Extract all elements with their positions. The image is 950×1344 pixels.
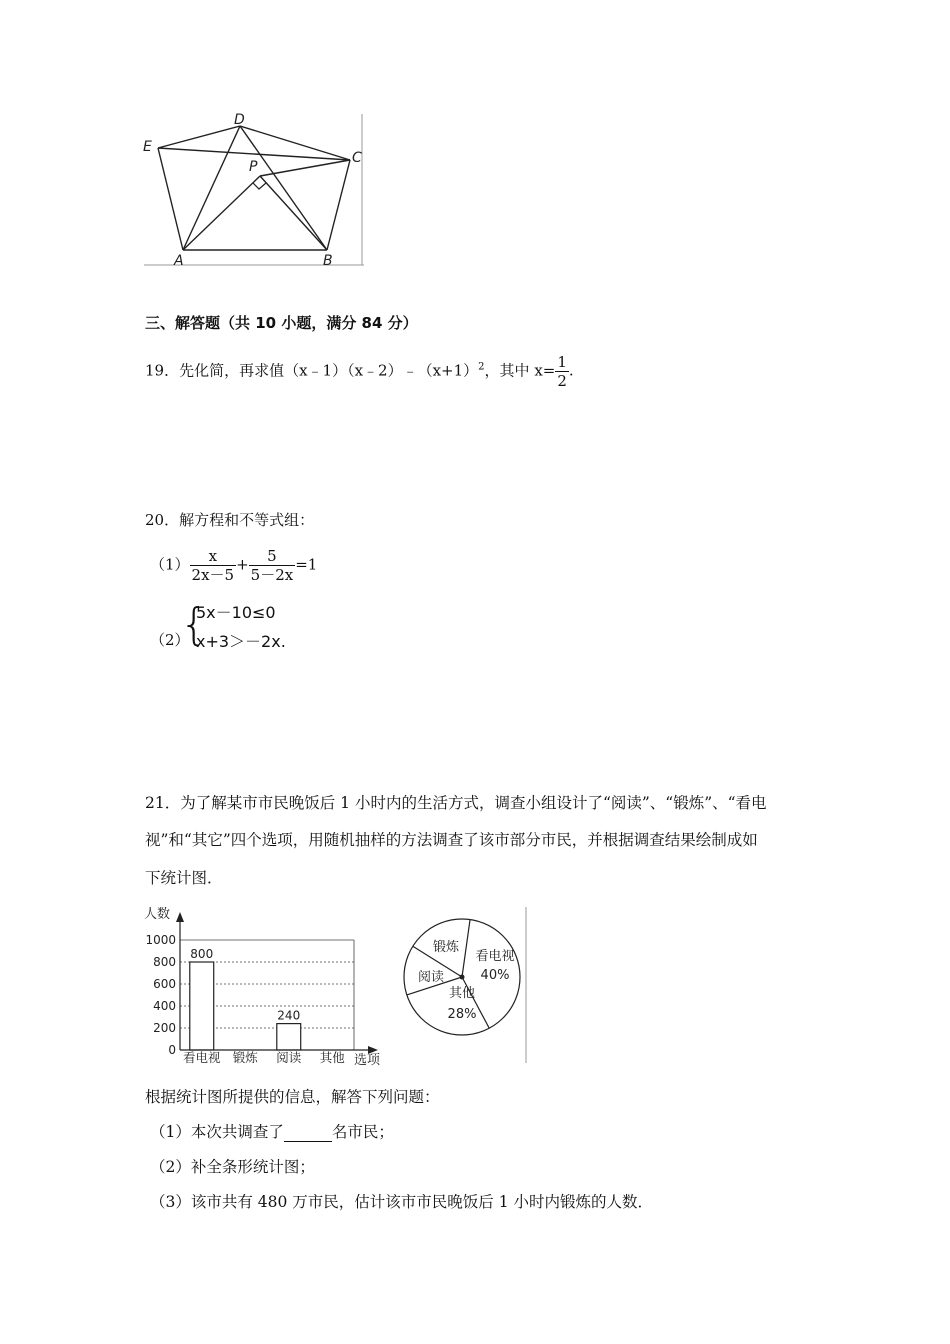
answer-blank[interactable] bbox=[284, 1125, 332, 1142]
q20-p2-line1: 5x－10≤0 bbox=[196, 603, 276, 622]
bar bbox=[190, 962, 214, 1050]
section-heading: 三、解答题（共 10 小题，满分 84 分） bbox=[145, 314, 418, 332]
pie-slice-label: 阅读 bbox=[417, 970, 445, 985]
category-label: 看电视 bbox=[182, 1050, 221, 1065]
category-label: 锻炼 bbox=[232, 1050, 258, 1065]
q20-p1-fraction1 bbox=[190, 547, 237, 584]
q20-p1-eq: =1 bbox=[295, 555, 318, 574]
q21-line1: 21．为了解某市市民晚饭后 1 小时内的生活方式，调查小组设计了“阅读”、“锻炼”、“看电 bbox=[145, 794, 767, 812]
segment-da bbox=[183, 126, 240, 250]
label-b: B bbox=[323, 253, 333, 269]
label-e: E bbox=[143, 139, 152, 155]
q21-sub2: （2）补全条形统计图； bbox=[150, 1158, 315, 1176]
segment-ap bbox=[183, 176, 260, 250]
q21-line3: 下统计图． bbox=[145, 869, 223, 887]
q21-sub1 bbox=[150, 1122, 394, 1142]
bar-chart bbox=[140, 900, 390, 1068]
category-label: 阅读 bbox=[276, 1050, 302, 1065]
pie-slice-label: 锻炼 bbox=[432, 940, 460, 955]
q20-p1-f2-num: 5 bbox=[249, 547, 296, 566]
bar-data-label: 800 bbox=[190, 947, 214, 961]
pie-chart bbox=[400, 905, 530, 1065]
q19-frac-den: 2 bbox=[557, 372, 567, 390]
segment-ed bbox=[158, 126, 240, 148]
segment-pc bbox=[260, 160, 350, 176]
bar-data-label: 240 bbox=[277, 1008, 301, 1023]
brace-icon: { bbox=[180, 599, 208, 650]
bar bbox=[277, 1024, 301, 1050]
y-tick-label: 200 bbox=[153, 1021, 176, 1035]
q21-after: 根据统计图所提供的信息，解答下列问题： bbox=[145, 1088, 440, 1106]
segment-cb bbox=[327, 160, 350, 250]
q21-sub1-post: 名市民； bbox=[331, 1123, 394, 1141]
q20-p2-label: （2） bbox=[150, 631, 190, 649]
y-tick-label: 800 bbox=[153, 955, 176, 969]
q21-sub3: （3）该市共有 480 万市民，估计该市市民晚饭后 1 小时内锻炼的人数． bbox=[150, 1193, 654, 1211]
y-tick-label: 0 bbox=[168, 1043, 176, 1057]
segment-ea bbox=[158, 148, 183, 250]
label-c: C bbox=[352, 150, 362, 166]
y-axis-arrow-icon bbox=[176, 912, 184, 922]
pie-percent-label: 40% bbox=[480, 968, 510, 983]
q19-fraction bbox=[555, 353, 569, 390]
q20-p1-fraction2 bbox=[249, 547, 296, 584]
q20-p1-f1-den: 2x－5 bbox=[191, 566, 235, 584]
q19-frac-num: 1 bbox=[557, 353, 567, 371]
question-19 bbox=[145, 353, 574, 390]
geometry-figure bbox=[140, 110, 370, 270]
q20-p1-plus: + bbox=[236, 555, 249, 574]
pie-center bbox=[460, 975, 465, 980]
segment-dc bbox=[240, 126, 350, 160]
q20-p2-line2-wrap bbox=[196, 632, 286, 652]
q19-exponent: 2 bbox=[478, 361, 485, 373]
q19-lead: 19．先化简，再求值（x﹣1）（x﹣2）﹣（x+1） bbox=[145, 361, 479, 380]
label-a: A bbox=[174, 253, 184, 269]
right-angle-mark bbox=[253, 183, 266, 189]
y-tick-label: 600 bbox=[153, 977, 176, 991]
bar-chart-ylabel: 人数 bbox=[144, 907, 171, 922]
q21-sub1-pre: （1）本次共调查了 bbox=[150, 1123, 284, 1141]
segment-pb bbox=[260, 176, 327, 250]
q19-end: . bbox=[568, 361, 574, 380]
y-tick-label: 1000 bbox=[145, 933, 176, 947]
q20-p2-line2: x+3＞－2x bbox=[196, 632, 281, 651]
q20-lead: 20．解方程和不等式组： bbox=[145, 511, 315, 529]
label-p: P bbox=[249, 159, 258, 175]
q20-p1-f1-num: x bbox=[190, 547, 237, 566]
segment-db bbox=[240, 126, 327, 250]
q19-mid: ，其中 x= bbox=[484, 361, 556, 380]
q20-p1-f2-den: 5－2x bbox=[250, 566, 294, 584]
pie-slice-label: 看电视 bbox=[475, 949, 515, 964]
q20-p2-end: . bbox=[280, 632, 286, 651]
y-tick-label: 400 bbox=[153, 999, 176, 1013]
q20-p1-label: （1） bbox=[150, 555, 190, 574]
label-d: D bbox=[234, 112, 245, 128]
category-label: 其他 bbox=[319, 1050, 345, 1065]
q20-part1 bbox=[150, 547, 317, 584]
pie-slice-label: 其他 bbox=[448, 986, 476, 1001]
bar-chart-xlabel: 选项 bbox=[354, 1053, 381, 1068]
pie-percent-label: 28% bbox=[447, 1007, 477, 1022]
q21-line2: 视”和“其它”四个选项，用随机抽样的方法调查了该市部分市民，并根据调查结果绘制成如 bbox=[145, 831, 758, 849]
